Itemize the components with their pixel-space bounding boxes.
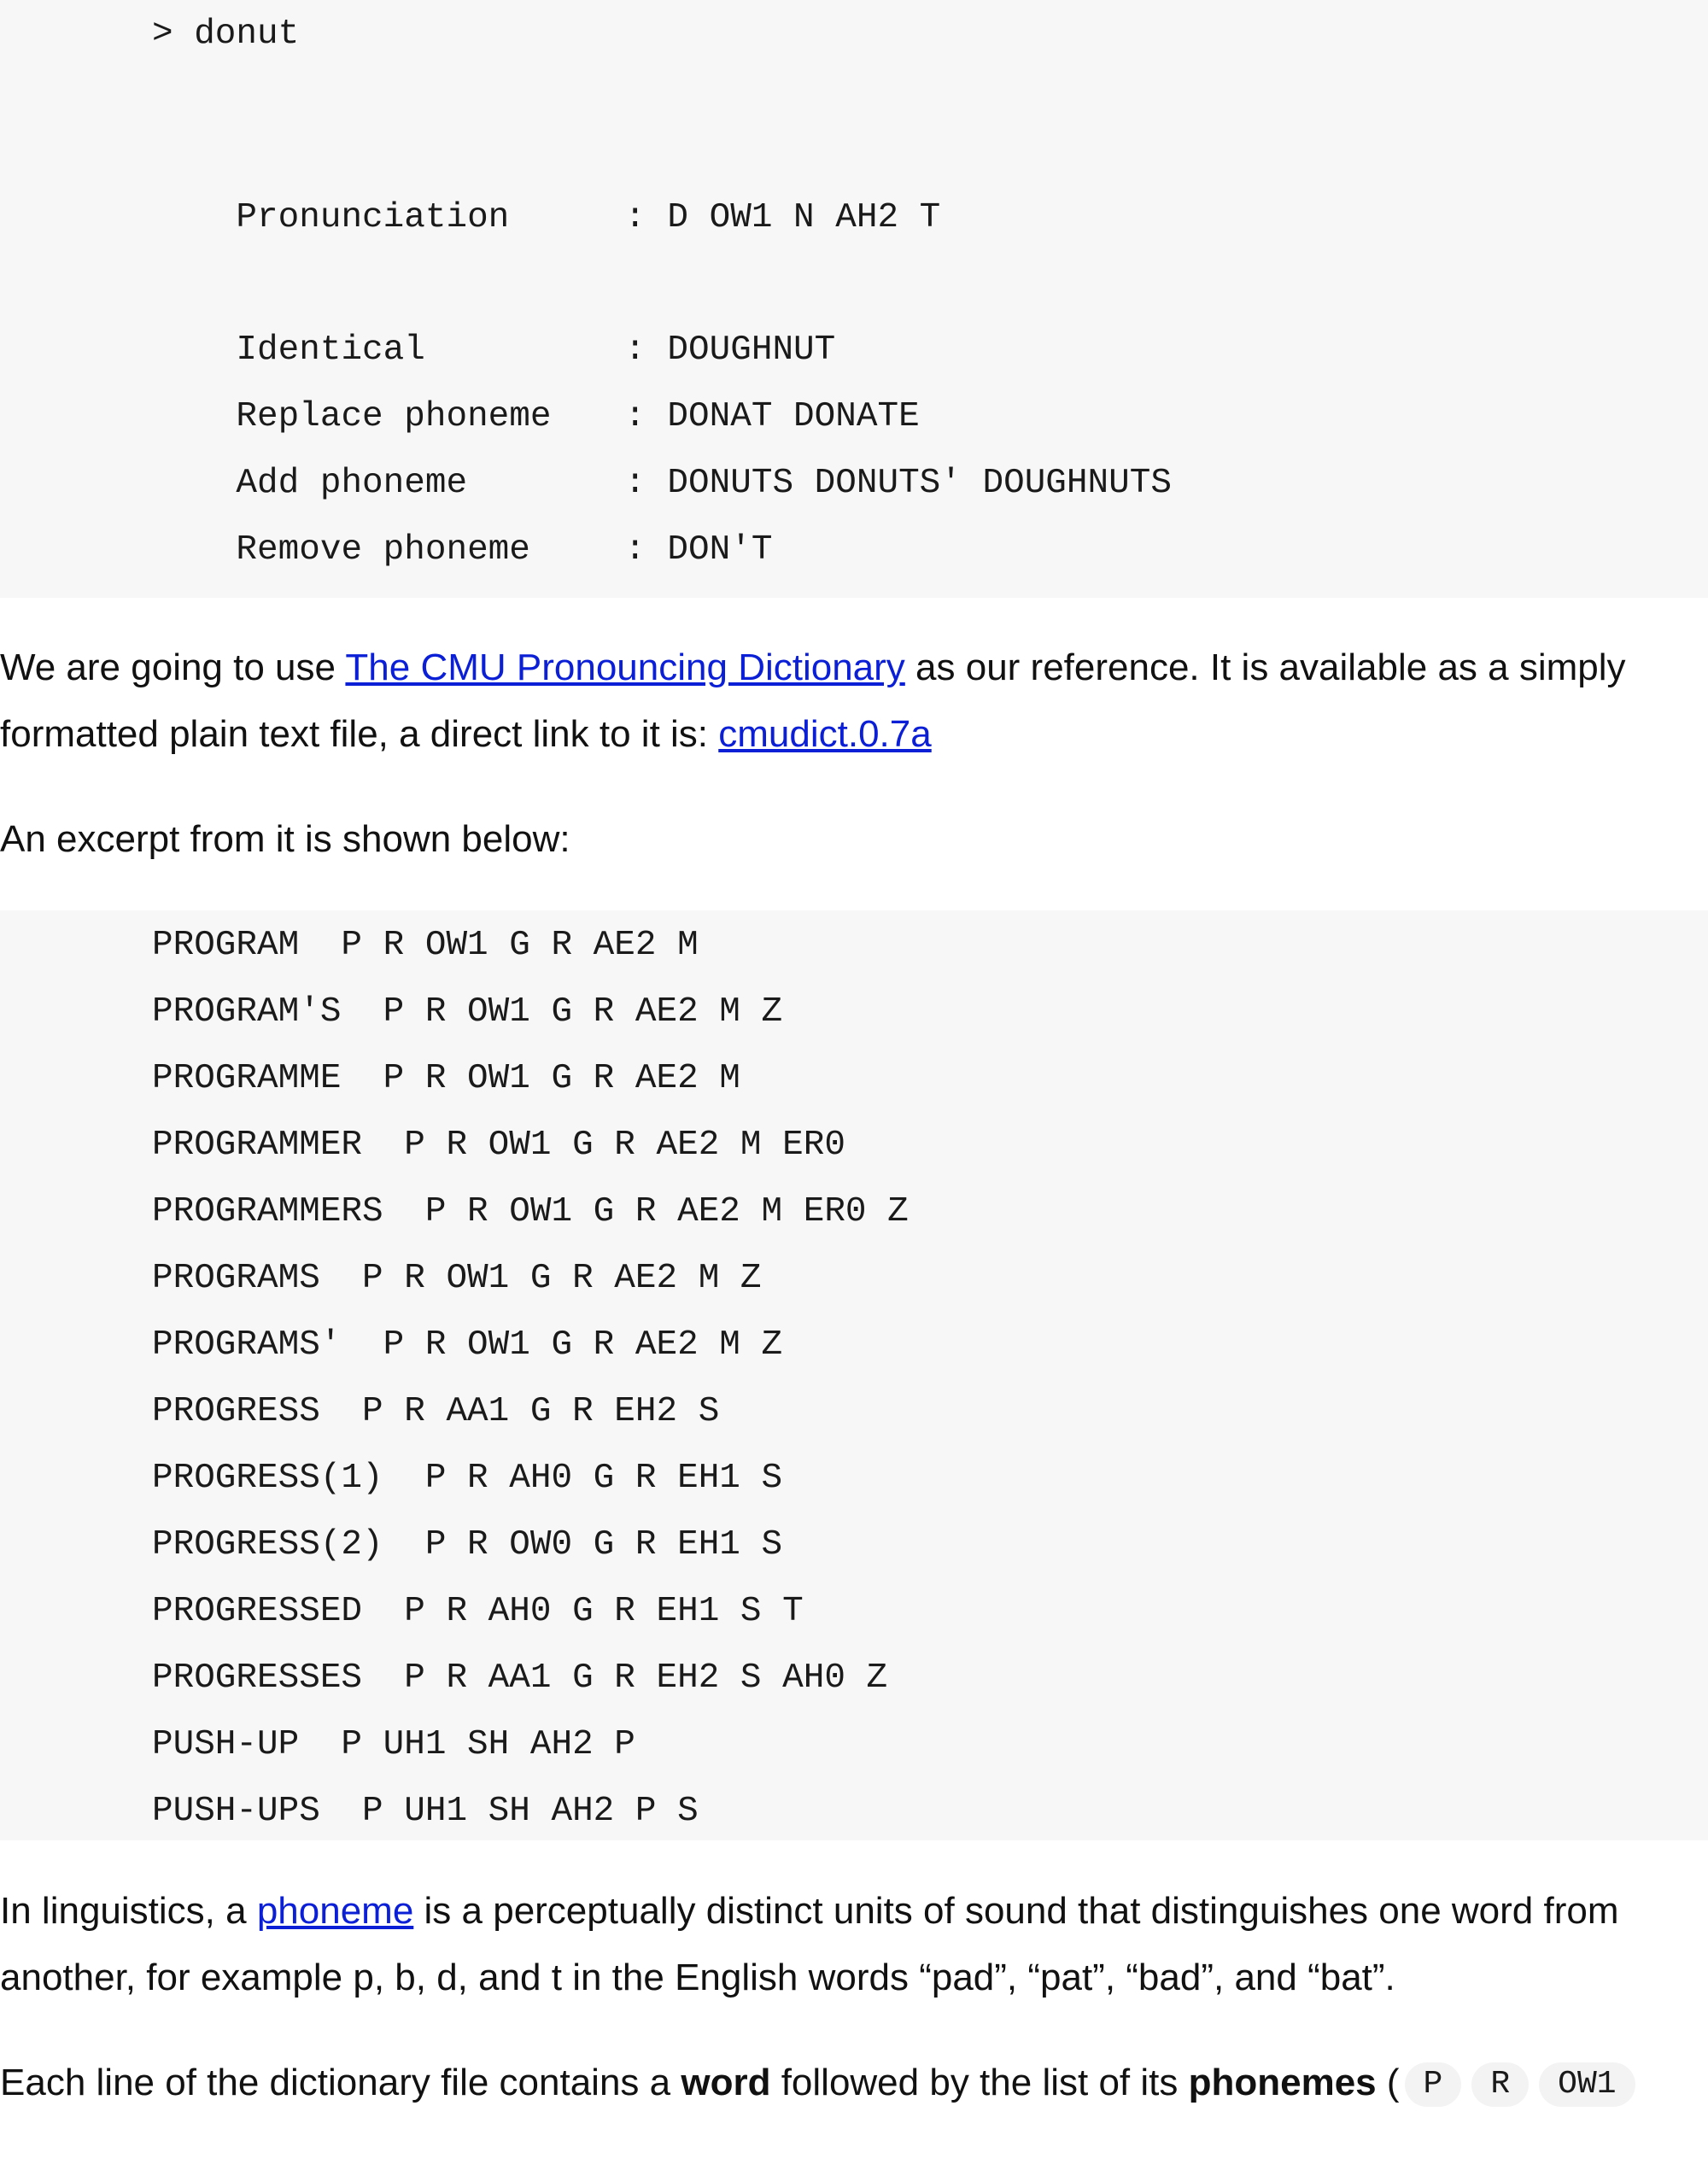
lookup-output-block <box>0 0 1708 598</box>
row-key: Identical <box>236 330 425 370</box>
replace-phoneme-row <box>152 340 920 436</box>
dict-line: PROGRAMS' P R OW1 G R AE2 M Z <box>152 1325 783 1365</box>
intro-text: as our reference. It is available as a simply <box>904 646 1626 688</box>
row-value: D OW1 N AH2 T <box>667 198 941 237</box>
identical-row <box>152 273 836 370</box>
row-value: DONAT DONATE <box>667 397 920 436</box>
phoneme-link[interactable]: phoneme <box>256 1890 414 1932</box>
phoneme-line-1 <box>0 1878 1708 1945</box>
open-paren: ( <box>1376 2062 1400 2103</box>
dict-line: PROGRAM P R OW1 G R AE2 M <box>152 926 699 965</box>
phoneme-line-2: another, for example p, b, d, and t in the English words “pad”, “pat”, “bad”, and “bat”. <box>0 1957 1395 1998</box>
phoneme-chip: P <box>1405 2062 1462 2107</box>
row-key: Remove phoneme <box>236 530 530 570</box>
dict-line: PROGRESSES P R AA1 G R EH2 S AH0 Z <box>152 1658 888 1698</box>
phoneme-chip: R <box>1471 2062 1529 2107</box>
pronunciation-row <box>152 141 941 237</box>
cmudict-file-link[interactable]: cmudict.0.7a <box>718 713 932 755</box>
intro-text: formatted plain text file, a direct link to it is: <box>0 713 719 755</box>
dictionary-excerpt-block <box>0 910 1708 1840</box>
phoneme-text: In linguistics, a <box>0 1890 257 1932</box>
intro-paragraph <box>0 635 1708 768</box>
intro-text: We are going to use <box>0 646 346 688</box>
dict-line: PROGRAMS P R OW1 G R AE2 M Z <box>152 1259 762 1298</box>
row-separator: : <box>624 198 646 237</box>
dict-line: PUSH-UP P UH1 SH AH2 P <box>152 1725 635 1764</box>
dict-line: PROGRAMMERS P R OW1 G R AE2 M ER0 Z <box>152 1192 909 1231</box>
row-separator: : <box>624 530 646 570</box>
row-value: DOUGHNUT <box>667 330 836 370</box>
row-separator: : <box>624 330 646 370</box>
word-bold: word <box>681 2062 771 2103</box>
each-line-paragraph <box>0 2050 1708 2116</box>
phonemes-bold: phonemes <box>1188 2062 1377 2103</box>
phoneme-chip: OW1 <box>1539 2062 1635 2107</box>
remove-phoneme-row <box>152 473 773 570</box>
dict-line: PROGRESS(2) P R OW0 G R EH1 S <box>152 1525 783 1565</box>
row-key: Pronunciation <box>236 198 510 237</box>
excerpt-intro: An excerpt from it is shown below: <box>0 818 570 860</box>
dict-line: PUSH-UPS P UH1 SH AH2 P S <box>152 1792 699 1831</box>
row-separator: : <box>624 464 646 503</box>
row-key: Add phoneme <box>236 464 468 503</box>
row-value: DONUTS DONUTS' DOUGHNUTS <box>667 464 1172 503</box>
row-value: DON'T <box>667 530 773 570</box>
row-separator: : <box>624 397 646 436</box>
row-key: Replace phoneme <box>236 397 552 436</box>
each-text: Each line of the dictionary file contains a <box>0 2062 681 2103</box>
dict-line: PROGRAMMER P R OW1 G R AE2 M ER0 <box>152 1126 845 1165</box>
phoneme-text: is a perceptually distinct units of sound that distinguishes one word from <box>413 1890 1619 1932</box>
dict-line: PROGRESS(1) P R AH0 G R EH1 S <box>152 1459 783 1498</box>
dict-line: PROGRESS P R AA1 G R EH2 S <box>152 1392 720 1431</box>
intro-line-2 <box>0 701 1708 768</box>
phoneme-paragraph <box>0 1878 1708 2011</box>
each-text: followed by the list of its <box>770 2062 1189 2103</box>
command-line: > donut <box>152 15 300 54</box>
dict-line: PROGRAM'S P R OW1 G R AE2 M Z <box>152 992 783 1032</box>
intro-line-1 <box>0 635 1708 701</box>
cmu-dictionary-link[interactable]: The CMU Pronouncing Dictionary <box>345 646 905 688</box>
dict-line: PROGRAMME P R OW1 G R AE2 M <box>152 1059 740 1098</box>
dict-line: PROGRESSED P R AH0 G R EH1 S T <box>152 1592 804 1631</box>
add-phoneme-row <box>152 407 1172 503</box>
